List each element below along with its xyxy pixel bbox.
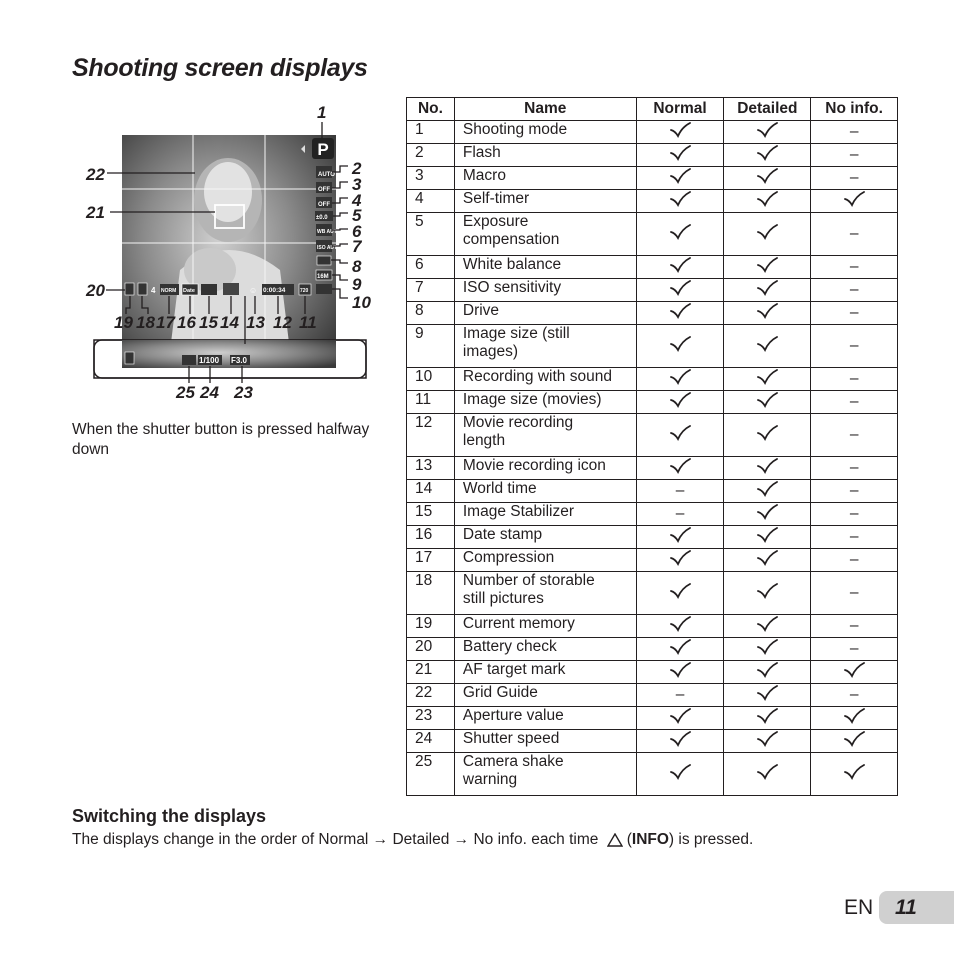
- cell-no-info: –: [811, 302, 898, 325]
- svg-text:10: 10: [352, 293, 371, 312]
- cell-no: 15: [407, 503, 455, 526]
- cell-name: Image size (movies): [454, 391, 636, 414]
- svg-text:17: 17: [156, 313, 175, 332]
- svg-text:3: 3: [352, 175, 362, 194]
- cell-no-info: [811, 753, 898, 796]
- cell-detailed: [724, 572, 811, 615]
- check-mark-icon: [669, 708, 691, 724]
- svg-text:1: 1: [317, 103, 327, 122]
- table-row: [407, 480, 898, 503]
- cell-name: World time: [454, 480, 636, 503]
- svg-text:WB AUTO: WB AUTO: [317, 229, 341, 235]
- svg-text:1/100: 1/100: [199, 356, 220, 365]
- cell-normal: [636, 279, 724, 302]
- cell-detailed: [724, 302, 811, 325]
- cell-no-info: –: [811, 167, 898, 190]
- check-mark-icon: [756, 685, 778, 701]
- cell-no: 14: [407, 480, 455, 503]
- cell-detailed: [724, 480, 811, 503]
- cell-no-info: [811, 707, 898, 730]
- table-row: [407, 279, 898, 302]
- cell-no-info: –: [811, 121, 898, 144]
- check-mark-icon: [843, 764, 865, 780]
- cell-detailed: [724, 414, 811, 457]
- svg-text:☺: ☺: [249, 286, 258, 295]
- switching-title: Switching the displays: [72, 806, 267, 826]
- check-mark-icon: [669, 425, 691, 441]
- cell-no-info: –: [811, 414, 898, 457]
- cell-normal: [636, 615, 724, 638]
- page-title: Shooting screen displays: [72, 54, 368, 82]
- cell-name: Movie recording icon: [454, 457, 636, 480]
- check-mark-icon: [756, 392, 778, 408]
- cell-no: 4: [407, 190, 455, 213]
- cell-normal: [636, 707, 724, 730]
- diagram-caption: When the shutter button is pressed halfway down: [72, 421, 370, 458]
- svg-text:9: 9: [352, 275, 362, 294]
- cell-no-info: –: [811, 615, 898, 638]
- cell-name: Self-timer: [454, 190, 636, 213]
- table-row: [407, 368, 898, 391]
- svg-text:6: 6: [352, 222, 362, 241]
- cell-detailed: [724, 190, 811, 213]
- table-row: [407, 615, 898, 638]
- cell-detailed: [724, 144, 811, 167]
- cell-no-info: –: [811, 279, 898, 302]
- svg-text:16M: 16M: [317, 274, 329, 280]
- check-mark-icon: [756, 764, 778, 780]
- svg-text:2: 2: [352, 159, 362, 178]
- cell-name: Shutter speed: [454, 730, 636, 753]
- check-mark-icon: [669, 616, 691, 632]
- check-mark-icon: [669, 550, 691, 566]
- table-row: [407, 753, 898, 796]
- check-mark-icon: [843, 731, 865, 747]
- table-row: [407, 526, 898, 549]
- check-mark-icon: [756, 662, 778, 678]
- svg-text:23: 23: [234, 383, 253, 402]
- check-mark-icon: [756, 425, 778, 441]
- cell-detailed: [724, 368, 811, 391]
- cell-normal: [636, 572, 724, 615]
- cell-normal: [636, 302, 724, 325]
- svg-text:14: 14: [220, 313, 239, 332]
- cell-no: 18: [407, 572, 455, 615]
- svg-text:720: 720: [300, 288, 309, 294]
- cell-no: 1: [407, 121, 455, 144]
- cell-name: ISO sensitivity: [454, 279, 636, 302]
- check-mark-icon: [756, 191, 778, 207]
- cell-no: 11: [407, 391, 455, 414]
- cell-normal: [636, 213, 724, 256]
- cell-normal: [636, 638, 724, 661]
- cell-name: Battery check: [454, 638, 636, 661]
- svg-text:18: 18: [136, 313, 155, 332]
- cell-detailed: [724, 279, 811, 302]
- cell-name: Exposure compensation: [454, 213, 636, 256]
- svg-text:16: 16: [177, 313, 196, 332]
- cell-no: 13: [407, 457, 455, 480]
- check-mark-icon: [756, 639, 778, 655]
- table-row: [407, 414, 898, 457]
- check-mark-icon: [669, 527, 691, 543]
- cell-no: 12: [407, 414, 455, 457]
- cell-detailed: [724, 391, 811, 414]
- switching-text: The displays change in the order of Normal → Detailed → No info. each time (INFO) is pressed.: [72, 831, 754, 848]
- cell-normal: –: [636, 503, 724, 526]
- table-row: [407, 190, 898, 213]
- cell-normal: [636, 753, 724, 796]
- cell-name: Image Stabilizer: [454, 503, 636, 526]
- cell-normal: [636, 256, 724, 279]
- cell-no: 16: [407, 526, 455, 549]
- cell-no-info: –: [811, 572, 898, 615]
- cell-detailed: [724, 457, 811, 480]
- header-detailed: Detailed: [724, 98, 811, 121]
- svg-text:4: 4: [151, 286, 156, 295]
- table-row: [407, 302, 898, 325]
- check-mark-icon: [669, 583, 691, 599]
- cell-normal: [636, 730, 724, 753]
- cell-name: Flash: [454, 144, 636, 167]
- check-mark-icon: [756, 708, 778, 724]
- svg-text:5: 5: [352, 206, 362, 225]
- cell-name: Aperture value: [454, 707, 636, 730]
- check-mark-icon: [669, 392, 691, 408]
- check-mark-icon: [756, 145, 778, 161]
- check-mark-icon: [669, 191, 691, 207]
- cell-no: 3: [407, 167, 455, 190]
- cell-no-info: –: [811, 684, 898, 707]
- svg-text:±0.0: ±0.0: [316, 215, 328, 221]
- table-row: [407, 391, 898, 414]
- header-normal: Normal: [636, 98, 724, 121]
- cell-no-info: –: [811, 144, 898, 167]
- svg-text:19: 19: [114, 313, 133, 332]
- cell-no: 25: [407, 753, 455, 796]
- cell-no-info: –: [811, 526, 898, 549]
- cell-normal: [636, 325, 724, 368]
- cell-name: AF target mark: [454, 661, 636, 684]
- cell-normal: [636, 190, 724, 213]
- cell-normal: [636, 368, 724, 391]
- table-row: [407, 549, 898, 572]
- cell-no-info: –: [811, 368, 898, 391]
- svg-text:F3.0: F3.0: [231, 356, 248, 365]
- header-no: No.: [407, 98, 455, 121]
- switching-text-before: The displays change in the order of Normal → Detailed → No info. each time: [72, 831, 599, 848]
- cell-name: Drive: [454, 302, 636, 325]
- cell-no: 17: [407, 549, 455, 572]
- display-items-table: [406, 97, 898, 796]
- cell-name: Camera shake warning: [454, 753, 636, 796]
- info-button-label: INFO: [631, 831, 669, 848]
- cell-detailed: [724, 526, 811, 549]
- table-row: [407, 213, 898, 256]
- svg-text:24: 24: [200, 383, 219, 402]
- cell-no: 9: [407, 325, 455, 368]
- svg-text:20: 20: [86, 281, 105, 300]
- switching-text-after: ) is pressed.: [668, 831, 754, 848]
- svg-text:15: 15: [199, 313, 218, 332]
- check-mark-icon: [669, 145, 691, 161]
- cell-name: Image size (still images): [454, 325, 636, 368]
- cell-no: 20: [407, 638, 455, 661]
- svg-text:21: 21: [86, 203, 105, 222]
- check-mark-icon: [756, 369, 778, 385]
- svg-text:25: 25: [176, 383, 195, 402]
- cell-normal: [636, 121, 724, 144]
- svg-text:22: 22: [86, 165, 105, 184]
- check-mark-icon: [669, 224, 691, 240]
- check-mark-icon: [669, 764, 691, 780]
- shooting-screen-diagram: [70, 100, 400, 420]
- cell-name: Number of storable still pictures: [454, 572, 636, 615]
- cell-no-info: [811, 661, 898, 684]
- cell-name: Movie recording length: [454, 414, 636, 457]
- check-mark-icon: [756, 504, 778, 520]
- cell-name: Current memory: [454, 615, 636, 638]
- cell-normal: [636, 414, 724, 457]
- svg-text:0:00:34: 0:00:34: [263, 287, 286, 294]
- cell-detailed: [724, 213, 811, 256]
- check-mark-icon: [756, 583, 778, 599]
- cell-no: 24: [407, 730, 455, 753]
- svg-text:4: 4: [352, 191, 362, 210]
- check-mark-icon: [669, 303, 691, 319]
- cell-no: 21: [407, 661, 455, 684]
- cell-no: 19: [407, 615, 455, 638]
- check-mark-icon: [756, 731, 778, 747]
- table-row: [407, 167, 898, 190]
- cell-normal: [636, 526, 724, 549]
- table-row: [407, 684, 898, 707]
- cell-name: Macro: [454, 167, 636, 190]
- table-row: [407, 256, 898, 279]
- cell-name: White balance: [454, 256, 636, 279]
- table-row: [407, 638, 898, 661]
- table-row: [407, 730, 898, 753]
- cell-no: 8: [407, 302, 455, 325]
- svg-text:7: 7: [352, 237, 362, 256]
- svg-text:OFF: OFF: [318, 187, 330, 193]
- cell-normal: –: [636, 684, 724, 707]
- check-mark-icon: [669, 662, 691, 678]
- check-mark-icon: [756, 257, 778, 273]
- triangle-button-icon: [607, 833, 623, 847]
- svg-text:ISO AUTO: ISO AUTO: [317, 245, 341, 251]
- check-mark-icon: [756, 224, 778, 240]
- check-mark-icon: [756, 168, 778, 184]
- cell-normal: [636, 549, 724, 572]
- check-mark-icon: [669, 280, 691, 296]
- cell-no-info: –: [811, 256, 898, 279]
- cell-normal: [636, 144, 724, 167]
- table-row: [407, 457, 898, 480]
- check-mark-icon: [756, 481, 778, 497]
- cell-detailed: [724, 549, 811, 572]
- header-name: Name: [454, 98, 636, 121]
- svg-text:NORM: NORM: [161, 288, 177, 294]
- cell-no: 2: [407, 144, 455, 167]
- cell-no: 22: [407, 684, 455, 707]
- cell-detailed: [724, 753, 811, 796]
- cell-normal: [636, 457, 724, 480]
- svg-text:13: 13: [246, 313, 265, 332]
- cell-no: 5: [407, 213, 455, 256]
- cell-no-info: –: [811, 503, 898, 526]
- check-mark-icon: [756, 527, 778, 543]
- table-row: [407, 503, 898, 526]
- cell-no-info: –: [811, 325, 898, 368]
- cell-no: 7: [407, 279, 455, 302]
- cell-detailed: [724, 503, 811, 526]
- cell-detailed: [724, 325, 811, 368]
- check-mark-icon: [756, 458, 778, 474]
- cell-name: Recording with sound: [454, 368, 636, 391]
- cell-no-info: –: [811, 213, 898, 256]
- cell-no: 23: [407, 707, 455, 730]
- cell-detailed: [724, 121, 811, 144]
- cell-normal: [636, 391, 724, 414]
- check-mark-icon: [669, 458, 691, 474]
- cell-no-info: [811, 730, 898, 753]
- cell-detailed: [724, 684, 811, 707]
- cell-normal: [636, 661, 724, 684]
- table-row: [407, 325, 898, 368]
- cell-no-info: –: [811, 391, 898, 414]
- table-row: [407, 121, 898, 144]
- cell-no: 6: [407, 256, 455, 279]
- check-mark-icon: [756, 122, 778, 138]
- language-label: EN: [844, 896, 874, 919]
- cell-detailed: [724, 256, 811, 279]
- cell-normal: [636, 167, 724, 190]
- table-row: [407, 144, 898, 167]
- check-mark-icon: [669, 122, 691, 138]
- table-header-row: [407, 98, 898, 121]
- check-mark-icon: [843, 662, 865, 678]
- svg-text:Date: Date: [183, 288, 195, 294]
- svg-text:AUTO: AUTO: [318, 172, 335, 178]
- cell-name: Grid Guide: [454, 684, 636, 707]
- mode-p-icon: P: [317, 140, 329, 159]
- svg-text:11: 11: [299, 313, 317, 332]
- check-mark-icon: [669, 257, 691, 273]
- svg-text:OFF: OFF: [318, 202, 330, 208]
- cell-detailed: [724, 730, 811, 753]
- cell-no-info: –: [811, 638, 898, 661]
- check-mark-icon: [669, 639, 691, 655]
- table-row: [407, 707, 898, 730]
- svg-text:12: 12: [273, 313, 292, 332]
- cell-no-info: [811, 190, 898, 213]
- cell-name: Date stamp: [454, 526, 636, 549]
- header-no-info: No info.: [811, 98, 898, 121]
- check-mark-icon: [843, 708, 865, 724]
- check-mark-icon: [756, 303, 778, 319]
- table-row: [407, 661, 898, 684]
- cell-no-info: –: [811, 457, 898, 480]
- cell-no-info: –: [811, 480, 898, 503]
- cell-detailed: [724, 638, 811, 661]
- cell-detailed: [724, 661, 811, 684]
- check-mark-icon: [756, 336, 778, 352]
- check-mark-icon: [756, 550, 778, 566]
- check-mark-icon: [843, 191, 865, 207]
- check-mark-icon: [669, 369, 691, 385]
- check-mark-icon: [756, 280, 778, 296]
- cell-detailed: [724, 167, 811, 190]
- check-mark-icon: [756, 616, 778, 632]
- check-mark-icon: [669, 168, 691, 184]
- cell-no-info: –: [811, 549, 898, 572]
- check-mark-icon: [669, 336, 691, 352]
- cell-detailed: [724, 615, 811, 638]
- cell-name: Compression: [454, 549, 636, 572]
- cell-name: Shooting mode: [454, 121, 636, 144]
- cell-normal: –: [636, 480, 724, 503]
- cell-detailed: [724, 707, 811, 730]
- check-mark-icon: [669, 731, 691, 747]
- page-number: 11: [895, 896, 917, 919]
- cell-no: 10: [407, 368, 455, 391]
- svg-text:8: 8: [352, 257, 362, 276]
- table-row: [407, 572, 898, 615]
